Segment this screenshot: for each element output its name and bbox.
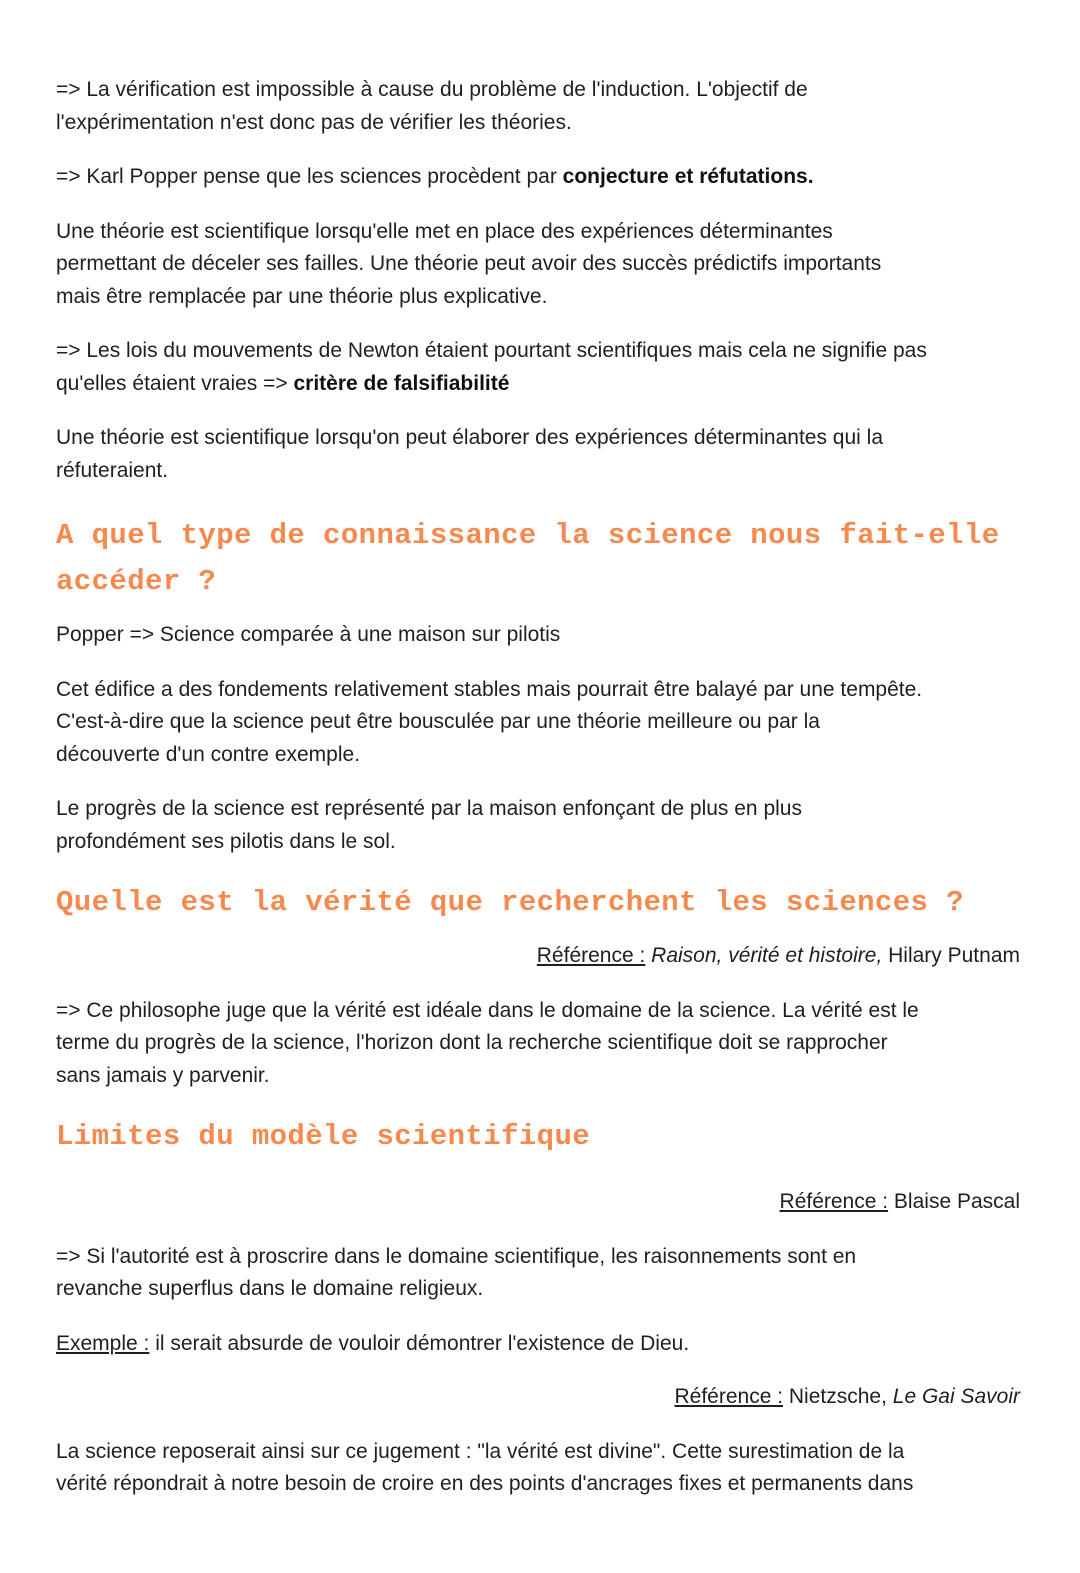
paragraph-verification: [56, 74, 1020, 139]
paragraph-popper-conjecture: [56, 161, 1020, 194]
text-line: qu'elles étaient vraies =>: [56, 371, 294, 395]
heading-line: A quel type de connaissance la science nous fait-elle: [56, 519, 1000, 552]
reference-putnam: [56, 940, 1020, 973]
reference-author: Blaise Pascal: [888, 1190, 1020, 1213]
paragraph-refutation: [56, 422, 1020, 487]
text-line: revanche superflus dans le domaine religieux.: [56, 1277, 484, 1300]
text-line: C'est-à-dire que la science peut être bousculée par une théorie meilleure ou par la: [56, 710, 820, 733]
text-line: l'expérimentation n'est donc pas de vérifier les théories.: [56, 110, 572, 134]
reference-label: Référence :: [779, 1190, 889, 1213]
text-line: => Les lois du mouvements de Newton étaient pourtant scientifiques mais cela ne signifie pas: [56, 339, 927, 362]
paragraph-edifice: [56, 674, 1020, 772]
bold-term: conjecture et réfutations.: [562, 165, 814, 188]
text-line: Le progrès de la science est représenté par la maison enfonçant de plus en plus: [56, 797, 802, 820]
text-line: vérité répondrait à notre besoin de croire en des points d'ancrages fixes et permanents dans: [56, 1472, 914, 1495]
reference-pascal: [56, 1186, 1020, 1219]
section-heading-limits: Limites du modèle scientifique: [56, 1120, 591, 1153]
reference-label: Référence :: [536, 944, 646, 967]
example-label: Exemple :: [56, 1331, 150, 1355]
text-line: découverte d'un contre exemple.: [56, 742, 361, 766]
text-line: terme du progrès de la science, l'horizon dont la recherche scientifique doit se rapprocher: [56, 1031, 888, 1054]
text-line: mais être remplacée par une théorie plus explicative.: [56, 284, 548, 308]
reference-nietzsche: [56, 1381, 1020, 1414]
text-line: Cet édifice a des fondements relativement stables mais pourrait être balayé par une tempête.: [56, 677, 923, 701]
text-line: sans jamais y parvenir.: [56, 1063, 270, 1087]
heading-line: accéder ?: [56, 565, 217, 598]
paragraph-putnam: [56, 995, 1020, 1093]
example-text: il serait absurde de vouloir démontrer l'existence de Dieu.: [149, 1331, 690, 1355]
section-heading-knowledge: [56, 513, 1020, 605]
paragraph-newton: [56, 335, 1020, 400]
text-line: Une théorie est scientifique lorsqu'on peut élaborer des expériences déterminantes qui la: [56, 426, 884, 449]
text-line: La science reposerait ainsi sur ce jugement : "la vérité est divine". Cette surestimation de la: [56, 1439, 905, 1463]
reference-author: Nietzsche,: [783, 1385, 893, 1408]
text-line: réfuteraient.: [56, 458, 169, 482]
paragraph-pilotis: Popper => Science comparée à une maison sur pilotis: [56, 623, 561, 646]
section-heading-truth: Quelle est la vérité que recherchent les sciences ?: [56, 886, 964, 919]
text-line: => Karl Popper pense que les sciences procèdent par: [56, 165, 563, 188]
text-line: => Si l'autorité est à proscrire dans le domaine scientifique, les raisonnements sont en: [56, 1244, 857, 1268]
paragraph-scientific-theory: [56, 216, 1020, 314]
text-line: profondément ses pilotis dans le sol.: [56, 829, 396, 853]
reference-author: Hilary Putnam: [882, 944, 1020, 967]
paragraph-progress: [56, 793, 1020, 858]
text-line: => Ce philosophe juge que la vérité est idéale dans le domaine de la science. La vérité est le: [56, 998, 919, 1022]
text-line: permettant de déceler ses failles. Une théorie peut avoir des succès prédictifs importants: [56, 252, 882, 275]
paragraph-authority: [56, 1241, 1020, 1306]
reference-label: Référence :: [674, 1385, 784, 1408]
paragraph-example: [56, 1328, 1020, 1361]
text-line: Une théorie est scientifique lorsqu'elle met en place des expériences déterminantes: [56, 219, 833, 243]
reference-title: Le Gai Savoir: [892, 1385, 1020, 1408]
bold-term: critère de falsifiabilité: [293, 371, 510, 395]
reference-title: Raison, vérité et histoire,: [651, 944, 883, 967]
text-line: => La vérification est impossible à cause du problème de l'induction. L'objectif de: [56, 78, 808, 101]
paragraph-divine-truth: [56, 1436, 1020, 1501]
